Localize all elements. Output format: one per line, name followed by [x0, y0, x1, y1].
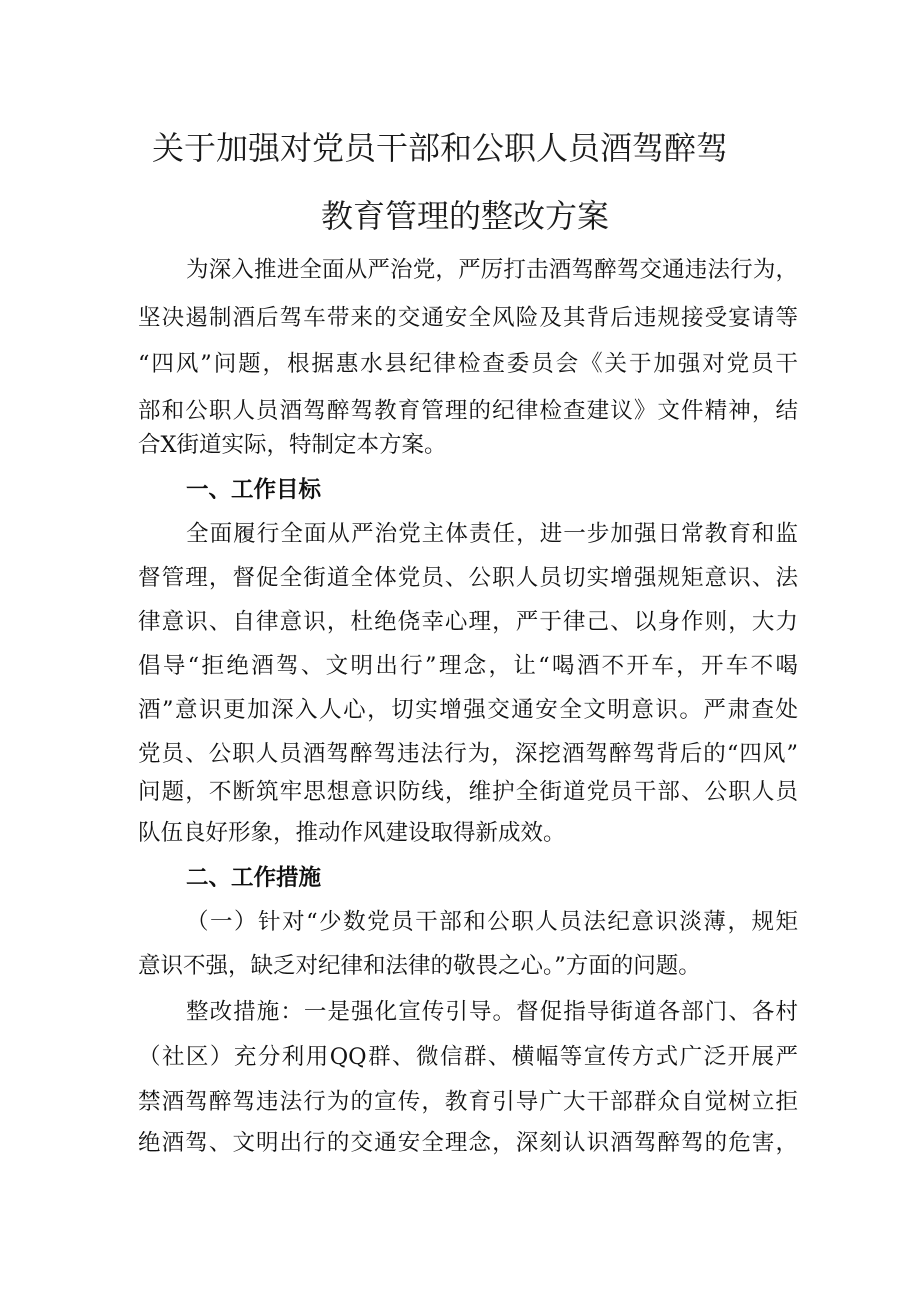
paragraph-line: 绝酒驾、文明出行的交通安全理念，深刻认识酒驾醉驾的危害， [138, 1130, 798, 1156]
paragraph-line: 律意识、自律意识，杜绝侥幸心理，严于律己、以身作则，大力 [138, 609, 798, 635]
paragraph-line: 倡导“拒绝酒驾、文明出行”理念，让“喝酒不开车，开车不喝 [138, 653, 798, 679]
section-heading-goals: 一、工作目标 [186, 477, 322, 503]
paragraph-line: 意识不强，缺乏对纪律和法律的敬畏之心。”方面的问题。 [138, 953, 701, 979]
paragraph-line: 全面履行全面从严治党主体责任，进一步加强日常教育和监 [186, 521, 798, 547]
paragraph-line: 禁酒驾醉驾违法行为的宣传，教育引导广大干部群众自觉树立拒 [138, 1089, 798, 1115]
paragraph-line: 队伍良好形象，推动作风建设取得新成效。 [138, 820, 566, 846]
document-title-line-1: 关于加强对党员干部和公职人员酒驾醉驾 [151, 129, 728, 167]
paragraph-line: 合X街道实际，特制定本方案。 [138, 432, 447, 458]
paragraph-line: 党员、公职人员酒驾醉驾违法行为，深挖酒驾醉驾背后的“四风” [138, 741, 798, 767]
document-title-line-2: 教育管理的整改方案 [320, 197, 609, 235]
paragraph-line: “四风”问题，根据惠水县纪律检查委员会《关于加强对党员干 [138, 351, 798, 377]
paragraph-line: 部和公职人员酒驾醉驾教育管理的纪律检查建议》文件精神，结 [138, 398, 798, 424]
paragraph-line: 酒”意识更加深入人心，切实增强交通安全文明意识。严肃查处 [138, 697, 798, 723]
paragraph-line: 督管理，督促全街道全体党员、公职人员切实增强规矩意识、法 [138, 565, 798, 591]
paragraph-line: （一）针对“少数党员干部和公职人员法纪意识淡薄，规矩 [186, 909, 798, 935]
paragraph-line: 整改措施：一是强化宣传引导。督促指导街道各部门、各村 [186, 999, 798, 1025]
paragraph-line: 问题，不断筑牢思想意识防线，维护全街道党员干部、公职人员 [138, 779, 798, 805]
section-heading-measures: 二、工作措施 [186, 865, 322, 891]
paragraph-line: 坚决遏制酒后驾车带来的交通安全风险及其背后违规接受宴请等 [138, 305, 798, 331]
paragraph-line: 为深入推进全面从严治党，严厉打击酒驾醉驾交通违法行为， [186, 257, 798, 283]
paragraph-line: （社区）充分利用QQ群、微信群、横幅等宣传方式广泛开展严 [138, 1044, 798, 1070]
